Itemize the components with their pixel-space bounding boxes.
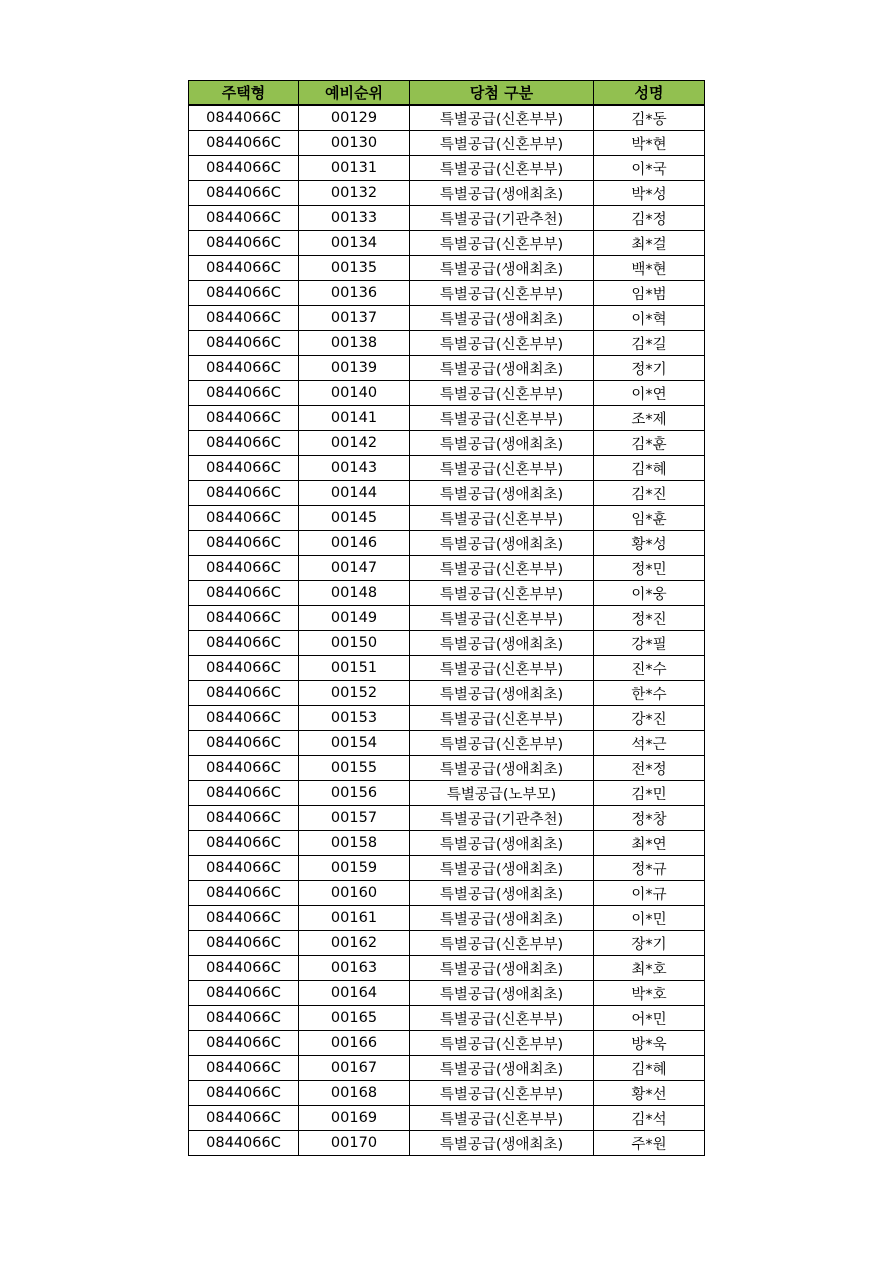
table-body — [189, 105, 705, 1156]
header-row — [189, 81, 705, 106]
cell-winning-category: 특별공급(신혼부부) — [410, 731, 594, 756]
cell-winning-category: 특별공급(기관추천) — [410, 806, 594, 831]
cell-reserve-rank: 00161 — [299, 906, 410, 931]
cell-name: 김*혜 — [594, 1056, 705, 1081]
cell-housing-type: 0844066C — [189, 156, 299, 181]
cell-name: 이*민 — [594, 906, 705, 931]
reserve-winners-table — [188, 80, 705, 1156]
cell-reserve-rank: 00170 — [299, 1131, 410, 1156]
cell-reserve-rank: 00153 — [299, 706, 410, 731]
cell-reserve-rank: 00166 — [299, 1031, 410, 1056]
cell-housing-type: 0844066C — [189, 906, 299, 931]
cell-housing-type: 0844066C — [189, 681, 299, 706]
cell-name: 김*길 — [594, 331, 705, 356]
table-row — [189, 781, 705, 806]
table-row — [189, 206, 705, 231]
cell-housing-type: 0844066C — [189, 631, 299, 656]
cell-winning-category: 특별공급(신혼부부) — [410, 656, 594, 681]
cell-housing-type: 0844066C — [189, 656, 299, 681]
cell-reserve-rank: 00143 — [299, 456, 410, 481]
cell-housing-type: 0844066C — [189, 956, 299, 981]
cell-reserve-rank: 00129 — [299, 105, 410, 131]
table-row — [189, 381, 705, 406]
cell-reserve-rank: 00155 — [299, 756, 410, 781]
table-row — [189, 806, 705, 831]
cell-name: 황*성 — [594, 531, 705, 556]
cell-winning-category: 특별공급(생애최초) — [410, 856, 594, 881]
cell-reserve-rank: 00162 — [299, 931, 410, 956]
table-row — [189, 281, 705, 306]
cell-name: 박*호 — [594, 981, 705, 1006]
cell-name: 박*성 — [594, 181, 705, 206]
cell-housing-type: 0844066C — [189, 131, 299, 156]
cell-housing-type: 0844066C — [189, 856, 299, 881]
table-row — [189, 506, 705, 531]
cell-housing-type: 0844066C — [189, 1106, 299, 1131]
cell-housing-type: 0844066C — [189, 731, 299, 756]
table-row — [189, 481, 705, 506]
cell-reserve-rank: 00135 — [299, 256, 410, 281]
cell-name: 장*기 — [594, 931, 705, 956]
cell-winning-category: 특별공급(생애최초) — [410, 431, 594, 456]
table-row — [189, 756, 705, 781]
cell-name: 이*웅 — [594, 581, 705, 606]
cell-winning-category: 특별공급(생애최초) — [410, 1056, 594, 1081]
cell-housing-type: 0844066C — [189, 531, 299, 556]
cell-reserve-rank: 00156 — [299, 781, 410, 806]
table-row — [189, 831, 705, 856]
table-row — [189, 731, 705, 756]
cell-name: 주*원 — [594, 1131, 705, 1156]
cell-housing-type: 0844066C — [189, 406, 299, 431]
cell-reserve-rank: 00146 — [299, 531, 410, 556]
cell-name: 석*근 — [594, 731, 705, 756]
cell-housing-type: 0844066C — [189, 581, 299, 606]
cell-name: 황*선 — [594, 1081, 705, 1106]
cell-winning-category: 특별공급(신혼부부) — [410, 1006, 594, 1031]
cell-name: 임*범 — [594, 281, 705, 306]
table-row — [189, 881, 705, 906]
cell-winning-category: 특별공급(신혼부부) — [410, 231, 594, 256]
cell-housing-type: 0844066C — [189, 1031, 299, 1056]
cell-winning-category: 특별공급(생애최초) — [410, 881, 594, 906]
cell-name: 김*정 — [594, 206, 705, 231]
table-row — [189, 1081, 705, 1106]
cell-winning-category: 특별공급(생애최초) — [410, 481, 594, 506]
cell-winning-category: 특별공급(신혼부부) — [410, 931, 594, 956]
cell-winning-category: 특별공급(생애최초) — [410, 306, 594, 331]
table-row — [189, 105, 705, 131]
cell-name: 정*기 — [594, 356, 705, 381]
table-row — [189, 631, 705, 656]
cell-housing-type: 0844066C — [189, 556, 299, 581]
cell-winning-category: 특별공급(신혼부부) — [410, 581, 594, 606]
cell-name: 방*욱 — [594, 1031, 705, 1056]
cell-winning-category: 특별공급(생애최초) — [410, 631, 594, 656]
cell-reserve-rank: 00165 — [299, 1006, 410, 1031]
cell-housing-type: 0844066C — [189, 981, 299, 1006]
cell-winning-category: 특별공급(생애최초) — [410, 681, 594, 706]
cell-reserve-rank: 00134 — [299, 231, 410, 256]
cell-name: 김*동 — [594, 105, 705, 131]
table-row — [189, 256, 705, 281]
cell-reserve-rank: 00168 — [299, 1081, 410, 1106]
cell-reserve-rank: 00148 — [299, 581, 410, 606]
cell-winning-category: 특별공급(신혼부부) — [410, 331, 594, 356]
cell-reserve-rank: 00138 — [299, 331, 410, 356]
table-row — [189, 231, 705, 256]
cell-name: 이*혁 — [594, 306, 705, 331]
reserve-winners-sheet — [188, 80, 705, 1156]
cell-name: 정*민 — [594, 556, 705, 581]
table-row — [189, 181, 705, 206]
cell-housing-type: 0844066C — [189, 356, 299, 381]
cell-winning-category: 특별공급(생애최초) — [410, 906, 594, 931]
cell-winning-category: 특별공급(생애최초) — [410, 756, 594, 781]
cell-reserve-rank: 00137 — [299, 306, 410, 331]
cell-housing-type: 0844066C — [189, 181, 299, 206]
cell-name: 정*진 — [594, 606, 705, 631]
cell-housing-type: 0844066C — [189, 206, 299, 231]
cell-reserve-rank: 00158 — [299, 831, 410, 856]
cell-housing-type: 0844066C — [189, 1081, 299, 1106]
cell-reserve-rank: 00142 — [299, 431, 410, 456]
cell-reserve-rank: 00163 — [299, 956, 410, 981]
cell-winning-category: 특별공급(신혼부부) — [410, 1031, 594, 1056]
header-reserve-rank: 예비순위 — [299, 81, 410, 106]
cell-winning-category: 특별공급(생애최초) — [410, 181, 594, 206]
cell-winning-category: 특별공급(신혼부부) — [410, 131, 594, 156]
table-row — [189, 531, 705, 556]
cell-housing-type: 0844066C — [189, 506, 299, 531]
cell-reserve-rank: 00157 — [299, 806, 410, 831]
cell-housing-type: 0844066C — [189, 456, 299, 481]
cell-name: 김*혜 — [594, 456, 705, 481]
cell-winning-category: 특별공급(생애최초) — [410, 356, 594, 381]
cell-winning-category: 특별공급(생애최초) — [410, 831, 594, 856]
table-row — [189, 706, 705, 731]
cell-reserve-rank: 00139 — [299, 356, 410, 381]
cell-name: 임*훈 — [594, 506, 705, 531]
table-row — [189, 1006, 705, 1031]
cell-housing-type: 0844066C — [189, 105, 299, 131]
table-row — [189, 1131, 705, 1156]
cell-winning-category: 특별공급(신혼부부) — [410, 606, 594, 631]
cell-name: 김*민 — [594, 781, 705, 806]
cell-winning-category: 특별공급(생애최초) — [410, 956, 594, 981]
table-row — [189, 131, 705, 156]
cell-name: 이*연 — [594, 381, 705, 406]
cell-reserve-rank: 00160 — [299, 881, 410, 906]
cell-winning-category: 특별공급(생애최초) — [410, 981, 594, 1006]
cell-housing-type: 0844066C — [189, 381, 299, 406]
cell-name: 전*정 — [594, 756, 705, 781]
cell-winning-category: 특별공급(노부모) — [410, 781, 594, 806]
cell-reserve-rank: 00136 — [299, 281, 410, 306]
table-row — [189, 556, 705, 581]
table-row — [189, 1056, 705, 1081]
table-row — [189, 681, 705, 706]
table-header — [189, 81, 705, 106]
cell-housing-type: 0844066C — [189, 781, 299, 806]
table-row — [189, 356, 705, 381]
cell-name: 한*수 — [594, 681, 705, 706]
cell-reserve-rank: 00167 — [299, 1056, 410, 1081]
cell-name: 어*민 — [594, 1006, 705, 1031]
cell-housing-type: 0844066C — [189, 606, 299, 631]
cell-winning-category: 특별공급(신혼부부) — [410, 1106, 594, 1131]
cell-winning-category: 특별공급(신혼부부) — [410, 506, 594, 531]
cell-name: 최*호 — [594, 956, 705, 981]
cell-winning-category: 특별공급(신혼부부) — [410, 1081, 594, 1106]
cell-reserve-rank: 00132 — [299, 181, 410, 206]
cell-housing-type: 0844066C — [189, 331, 299, 356]
table-row — [189, 1106, 705, 1131]
cell-name: 박*현 — [594, 131, 705, 156]
cell-winning-category: 특별공급(생애최초) — [410, 256, 594, 281]
header-name: 성명 — [594, 81, 705, 106]
cell-name: 김*훈 — [594, 431, 705, 456]
cell-reserve-rank: 00159 — [299, 856, 410, 881]
cell-name: 진*수 — [594, 656, 705, 681]
table-row — [189, 606, 705, 631]
cell-winning-category: 특별공급(신혼부부) — [410, 556, 594, 581]
cell-winning-category: 특별공급(생애최초) — [410, 531, 594, 556]
table-row — [189, 156, 705, 181]
cell-reserve-rank: 00131 — [299, 156, 410, 181]
cell-name: 강*필 — [594, 631, 705, 656]
table-row — [189, 956, 705, 981]
cell-housing-type: 0844066C — [189, 806, 299, 831]
cell-name: 조*제 — [594, 406, 705, 431]
cell-reserve-rank: 00152 — [299, 681, 410, 706]
cell-housing-type: 0844066C — [189, 706, 299, 731]
table-row — [189, 306, 705, 331]
table-row — [189, 856, 705, 881]
cell-name: 최*연 — [594, 831, 705, 856]
cell-winning-category: 특별공급(신혼부부) — [410, 706, 594, 731]
cell-name: 이*규 — [594, 881, 705, 906]
cell-reserve-rank: 00140 — [299, 381, 410, 406]
cell-reserve-rank: 00150 — [299, 631, 410, 656]
cell-housing-type: 0844066C — [189, 1056, 299, 1081]
cell-housing-type: 0844066C — [189, 481, 299, 506]
cell-winning-category: 특별공급(신혼부부) — [410, 456, 594, 481]
cell-housing-type: 0844066C — [189, 1006, 299, 1031]
cell-housing-type: 0844066C — [189, 881, 299, 906]
cell-name: 강*진 — [594, 706, 705, 731]
cell-reserve-rank: 00151 — [299, 656, 410, 681]
cell-winning-category: 특별공급(생애최초) — [410, 1131, 594, 1156]
cell-reserve-rank: 00149 — [299, 606, 410, 631]
table-row — [189, 581, 705, 606]
cell-housing-type: 0844066C — [189, 256, 299, 281]
table-row — [189, 1031, 705, 1056]
cell-name: 정*창 — [594, 806, 705, 831]
cell-winning-category: 특별공급(신혼부부) — [410, 156, 594, 181]
table-row — [189, 906, 705, 931]
cell-housing-type: 0844066C — [189, 281, 299, 306]
cell-winning-category: 특별공급(신혼부부) — [410, 406, 594, 431]
cell-housing-type: 0844066C — [189, 931, 299, 956]
cell-name: 최*걸 — [594, 231, 705, 256]
cell-reserve-rank: 00147 — [299, 556, 410, 581]
cell-housing-type: 0844066C — [189, 756, 299, 781]
cell-winning-category: 특별공급(기관추천) — [410, 206, 594, 231]
header-housing-type: 주택형 — [189, 81, 299, 106]
table-row — [189, 331, 705, 356]
cell-winning-category: 특별공급(신혼부부) — [410, 281, 594, 306]
cell-reserve-rank: 00141 — [299, 406, 410, 431]
cell-name: 이*국 — [594, 156, 705, 181]
table-row — [189, 456, 705, 481]
cell-reserve-rank: 00144 — [299, 481, 410, 506]
cell-name: 김*석 — [594, 1106, 705, 1131]
cell-reserve-rank: 00145 — [299, 506, 410, 531]
cell-name: 정*규 — [594, 856, 705, 881]
cell-reserve-rank: 00154 — [299, 731, 410, 756]
table-row — [189, 981, 705, 1006]
cell-name: 백*현 — [594, 256, 705, 281]
table-row — [189, 406, 705, 431]
cell-housing-type: 0844066C — [189, 831, 299, 856]
cell-housing-type: 0844066C — [189, 231, 299, 256]
cell-name: 김*진 — [594, 481, 705, 506]
cell-winning-category: 특별공급(신혼부부) — [410, 381, 594, 406]
cell-winning-category: 특별공급(신혼부부) — [410, 105, 594, 131]
cell-housing-type: 0844066C — [189, 1131, 299, 1156]
table-row — [189, 431, 705, 456]
cell-reserve-rank: 00164 — [299, 981, 410, 1006]
cell-reserve-rank: 00169 — [299, 1106, 410, 1131]
header-winning-category: 당첨 구분 — [410, 81, 594, 106]
table-row — [189, 931, 705, 956]
table-row — [189, 656, 705, 681]
cell-reserve-rank: 00133 — [299, 206, 410, 231]
cell-reserve-rank: 00130 — [299, 131, 410, 156]
cell-housing-type: 0844066C — [189, 306, 299, 331]
cell-housing-type: 0844066C — [189, 431, 299, 456]
